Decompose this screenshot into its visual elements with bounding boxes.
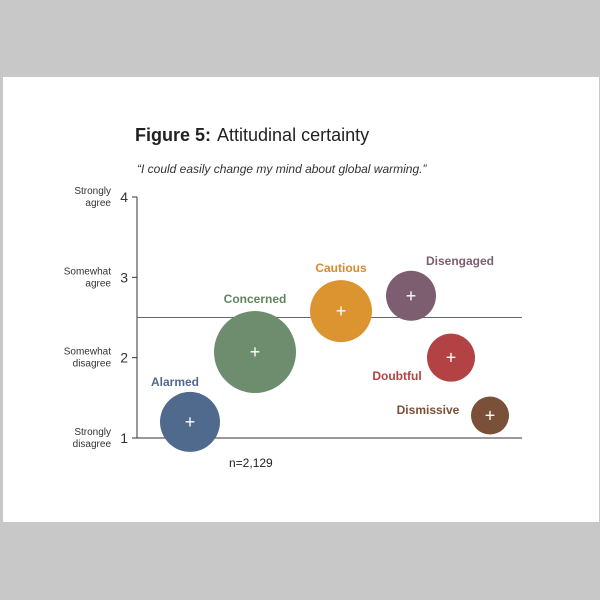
bubble-center-plus-icon: + — [405, 285, 417, 306]
y-category-label: Strongly — [74, 427, 111, 438]
bubble-center-plus-icon: + — [484, 405, 496, 426]
bubble-center-plus-icon: + — [445, 347, 457, 368]
y-category-label: Strongly — [74, 186, 111, 197]
y-category-label: disagree — [72, 358, 111, 370]
segment-label-disengaged: Disengaged — [425, 254, 495, 268]
bubble-center-plus-icon: + — [335, 301, 347, 322]
y-category-label: Somewhat — [63, 346, 111, 358]
bubble-center-plus-icon: + — [249, 342, 261, 363]
y-tick-label: 4 — [120, 189, 128, 205]
figure-title-text: Attitudinal certainty — [217, 125, 370, 145]
y-tick-label: 2 — [120, 349, 128, 366]
segment-label-alarmed: Alarmed — [150, 375, 200, 389]
y-tick-label: 3 — [120, 269, 128, 286]
bubble-center-plus-icon: + — [184, 411, 196, 432]
y-tick-label: 1 — [120, 430, 128, 446]
segment-label-concerned: Concerned — [223, 292, 287, 306]
segment-label-doubtful: Doubtful — [372, 369, 422, 383]
segment-label-cautious: Cautious — [315, 261, 367, 275]
y-category-label: disagree — [72, 439, 111, 450]
sample-size-note: n=2,129 — [229, 456, 273, 470]
figure-label: Figure 5: — [135, 125, 212, 145]
y-category-label: agree — [85, 198, 111, 209]
figure-subtitle: “I could easily change my mind about global warming.” — [137, 162, 427, 176]
segment-label-dismissive: Dismissive — [396, 403, 460, 417]
y-category-label: Somewhat — [63, 266, 111, 278]
y-category-label: agree — [85, 278, 111, 290]
